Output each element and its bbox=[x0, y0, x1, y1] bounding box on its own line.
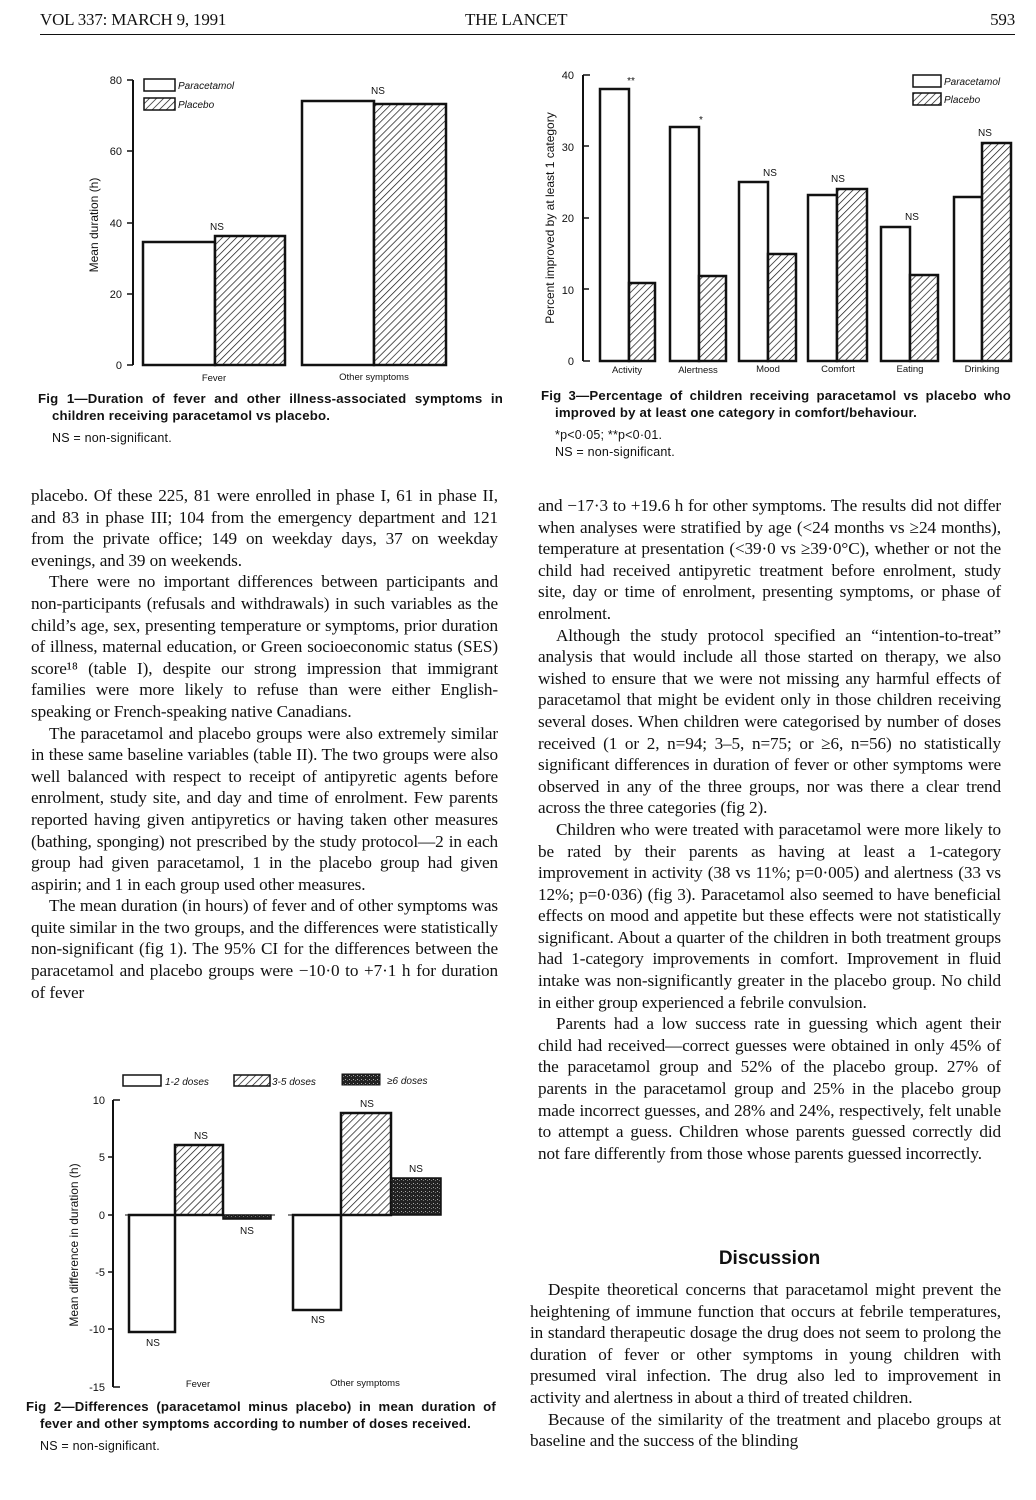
fig1-tick-60: 60 bbox=[109, 146, 122, 158]
fig3-tick-30: 30 bbox=[561, 142, 574, 154]
fig2-bar-other-1-2 bbox=[293, 1215, 341, 1310]
paragraph: The mean duration (in hours) of fever and of other symptoms was quite similar in the two groups, and the differences were statistically non-significant (fig 1). The 95% CI for the differences between the paracetamol and placebo groups were −10·0 to +7·1 h for duration of fever bbox=[31, 896, 498, 1002]
fig1-tick-40: 40 bbox=[109, 218, 122, 230]
left-column-text-top bbox=[31, 485, 498, 1003]
fig2-caption bbox=[26, 1398, 496, 1455]
right-column-text bbox=[538, 495, 1001, 1164]
fig3-tick-20: 20 bbox=[561, 213, 574, 225]
paragraph: Children who were treated with paracetamol were more likely to be rated by their parents as having at least a 1-category improvement in activity (38 vs 11%; p=0·005) and alertness (33 vs 12%; p=0·036) (fig 3). Paracetamol also seemed to have beneficial effects on mood and appetite but these effects were not statistically significant. About a quarter of the children in both treatment groups had 1-category improvements in comfort. Improvement in fluid intake was non-significantly greater in the placebo group. No child in either group experienced a febrile convulsion. bbox=[538, 819, 1001, 1012]
fig2-legend-6plus: ≥6 doses bbox=[387, 1076, 428, 1087]
fig2-bar-fever-3-5 bbox=[175, 1145, 223, 1215]
fig3-caption bbox=[541, 387, 1011, 461]
fig3-xlabel-eating: Eating bbox=[896, 364, 924, 375]
paragraph: Although the study protocol specified an “intention-to-treat” analysis that would include all those started on therapy, we also wished to ensure that we were not missing any harmful effects of paracetamol that might be evident only in those children receiving several doses. When children were categorised by number of doses received (1 or 2, n=94; 3–5, n=75; or ≥6, n=56) no statistically significant differences in duration of fever or other symptoms were observed in any of the three groups, nor was there a clear trend across the three categories (fig 2). bbox=[538, 625, 1001, 818]
page-number: 593 bbox=[990, 10, 1015, 29]
fig2-caption-title: Fig 2—Differences (paracetamol minus placebo) in mean duration of fever and other symptoms according to number of doses received. bbox=[26, 1399, 496, 1431]
fig2-legend-1-2: 1-2 doses bbox=[165, 1077, 209, 1088]
fig3-bar-activity-placebo bbox=[629, 283, 655, 361]
fig3-bar-comfort-placebo bbox=[837, 189, 867, 361]
fig1-bar-other-paracetamol bbox=[302, 101, 374, 365]
fig3-bar-activity-paracetamol bbox=[600, 89, 629, 361]
fig2-tick-0: 0 bbox=[98, 1210, 105, 1222]
paragraph: Parents had a low success rate in guessing which agent their child had received—correct guesses were obtained in only 45% of the paracetamol group and 52% of the placebo group. 27% of parents in the paracetamol group and 25% in the placebo group made incorrect guesses, and 28% and 24%, respectively, felt unable to attempt a guess. Children whose parents guessed correctly did not fare differently from those whose parents guessed incorrectly. bbox=[538, 1014, 1001, 1163]
paragraph: The paracetamol and placebo groups were also extremely similar in these same baseline variables (table II). The two groups were also well balanced with respect to receipt of antipyretic agents before enrolment, study site, and day and time of enrolment. Few parents reported having given antipyretics or having taken other measures (bathing, sponging) not prescribed by the study protocol—2 in each group had given paracetamol, 1 in the placebo group had given aspirin; and 1 in each group used other measures. bbox=[31, 723, 498, 894]
fig2-sig-other-6plus: NS bbox=[409, 1164, 423, 1175]
fig1-legend-paracetamol: Paracetamol bbox=[178, 81, 235, 92]
fig1-tick-80: 80 bbox=[109, 75, 122, 87]
fig3-sig-eating: NS bbox=[905, 212, 919, 223]
fig1-bar-fever-paracetamol bbox=[143, 242, 215, 365]
fig3-sig-comfort: NS bbox=[831, 174, 845, 185]
fig2-xlabel-fever: Fever bbox=[185, 1379, 211, 1390]
fig2-sig-other-1-2: NS bbox=[311, 1315, 325, 1326]
fig1-caption-title: Fig 1—Duration of fever and other illness-associated symptoms in children receiving paracetamol vs placebo. bbox=[38, 391, 503, 423]
fig2-tick-10: 10 bbox=[92, 1095, 105, 1107]
paragraph: Because of the similarity of the treatment and placebo groups at baseline and the success of the blinding bbox=[530, 1409, 1001, 1451]
fig1-sig-other: NS bbox=[371, 86, 385, 97]
fig3-bar-comfort-paracetamol bbox=[808, 195, 837, 361]
fig3-sig-alertness: * bbox=[699, 115, 703, 126]
fig3-bar-mood-paracetamol bbox=[739, 182, 768, 361]
fig2-bar-other-3-5 bbox=[341, 1113, 391, 1215]
fig2-caption-note: NS = non-significant. bbox=[40, 1439, 160, 1453]
journal-name: THE LANCET bbox=[465, 10, 568, 29]
fig2-tick-neg10: -10 bbox=[89, 1324, 105, 1336]
fig2-legend-3-5: 3-5 doses bbox=[272, 1077, 316, 1088]
fig3-bar-alertness-placebo bbox=[699, 276, 726, 361]
fig1-sig-fever: NS bbox=[210, 222, 224, 233]
fig3-sig-drinking: NS bbox=[978, 128, 992, 139]
fig3-bar-drinking-paracetamol bbox=[954, 197, 982, 361]
fig2-bar-fever-6plus bbox=[223, 1215, 271, 1219]
paragraph: and −17·3 to +19.6 h for other symptoms. The results did not differ when analyses were stratified by age (<24 months vs ≥24 months), temperature at presentation (<39·0 vs ≥39·0°C), whether or not the child had received antipyretic treatment before enrolment, study site, day or time of enrolment, presenting symptoms, or phase of enrolment. bbox=[538, 496, 1001, 623]
paragraph: There were no important differences between participants and non-participants (refusals and withdrawals) in such variables as the child’s age, sex, presenting temperature or symptoms, prior duration of illness, maternal education, or Green socioeconomic status (SES) score¹⁸ (table I), despite our strong impression that immigrant families were more likely to refuse than were either English-speaking or French-speaking native Canadians. bbox=[31, 572, 498, 721]
fig2-tick-5: 5 bbox=[98, 1152, 105, 1164]
fig3-legend-paracetamol: Paracetamol bbox=[944, 77, 1001, 88]
fig2-xlabel-other: Other symptoms bbox=[330, 1378, 400, 1389]
fig1-caption-note: NS = non-significant. bbox=[52, 431, 172, 445]
fig1-tick-0: 0 bbox=[115, 360, 122, 372]
fig3-xlabel-activity: Activity bbox=[611, 365, 643, 376]
fig2-ylabel: Mean difference in duration (h) bbox=[67, 1163, 81, 1327]
fig1-chart bbox=[60, 60, 460, 390]
fig3-caption-note-p: *p<0·05; **p<0·01. bbox=[555, 428, 663, 442]
fig3-sig-activity: ** bbox=[627, 76, 635, 87]
fig1-bar-other-placebo bbox=[374, 104, 446, 365]
fig3-tick-40: 40 bbox=[561, 70, 574, 82]
volume-date: VOL 337: MARCH 9, 1991 bbox=[40, 10, 227, 29]
fig2-sig-other-3-5: NS bbox=[360, 1099, 374, 1110]
fig3-bar-alertness-paracetamol bbox=[670, 127, 699, 361]
fig2-tick-neg5: -5 bbox=[95, 1267, 105, 1279]
fig2-sig-fever-6plus: NS bbox=[240, 1226, 254, 1237]
fig3-sig-mood: NS bbox=[763, 168, 777, 179]
fig3-xlabel-alertness: Alertness bbox=[678, 365, 718, 376]
paragraph: Despite theoretical concerns that paracetamol might prevent the heightening of immune function that occurs at febrile temperatures, in standard therapeutic dosage the drug does not seem to prolong the duration of fever or other symptoms in young children with presumed viral infection. The drug also led to improvement in activity and alertness in about a third of treated children. bbox=[530, 1280, 1001, 1407]
fig2-tick-neg15: -15 bbox=[89, 1382, 105, 1394]
fig1-bar-fever-placebo bbox=[215, 236, 285, 365]
fig3-tick-0: 0 bbox=[567, 356, 574, 368]
fig1-xlabel-other: Other symptoms bbox=[339, 372, 409, 383]
fig3-ylabel: Percent improved by at least 1 category bbox=[543, 112, 557, 324]
fig3-bar-eating-placebo bbox=[910, 275, 938, 361]
section-heading-discussion: Discussion bbox=[718, 1248, 821, 1269]
fig3-xlabel-mood: Mood bbox=[756, 364, 780, 375]
fig1-legend-placebo: Placebo bbox=[178, 100, 215, 111]
fig2-sig-fever-3-5: NS bbox=[194, 1131, 208, 1142]
fig3-xlabel-comfort: Comfort bbox=[821, 364, 855, 375]
fig3-caption-note-ns: NS = non-significant. bbox=[555, 445, 675, 459]
fig3-caption-title: Fig 3—Percentage of children receiving paracetamol vs placebo who improved by at least one category in comfort/behaviour. bbox=[541, 388, 1011, 420]
fig3-bar-drinking-placebo bbox=[982, 143, 1011, 361]
fig2-chart bbox=[20, 1070, 480, 1400]
fig3-bar-mood-placebo bbox=[768, 254, 796, 361]
fig2-bar-other-6plus bbox=[391, 1178, 441, 1215]
fig1-ylabel: Mean duration (h) bbox=[87, 177, 101, 273]
fig1-xlabel-fever: Fever bbox=[201, 373, 227, 384]
fig1-tick-20: 20 bbox=[109, 289, 122, 301]
fig3-legend-placebo: Placebo bbox=[944, 95, 981, 106]
fig3-bar-eating-paracetamol bbox=[881, 227, 910, 361]
discussion-text bbox=[530, 1279, 1001, 1452]
paragraph: placebo. Of these 225, 81 were enrolled in phase I, 61 in phase II, and 83 in phase III; 104 from the emergency department and 121 from the private office; 149 on weekday days, 37 on weekday evenings, and 39 on weekends. bbox=[31, 486, 498, 570]
fig1-caption bbox=[38, 390, 503, 447]
fig3-xlabel-drinking: Drinking bbox=[964, 364, 1000, 375]
running-header bbox=[40, 6, 1015, 35]
fig2-bar-fever-1-2 bbox=[129, 1215, 175, 1332]
fig3-chart bbox=[530, 60, 1030, 380]
fig3-tick-10: 10 bbox=[561, 285, 574, 297]
fig2-sig-fever-1-2: NS bbox=[146, 1338, 160, 1349]
